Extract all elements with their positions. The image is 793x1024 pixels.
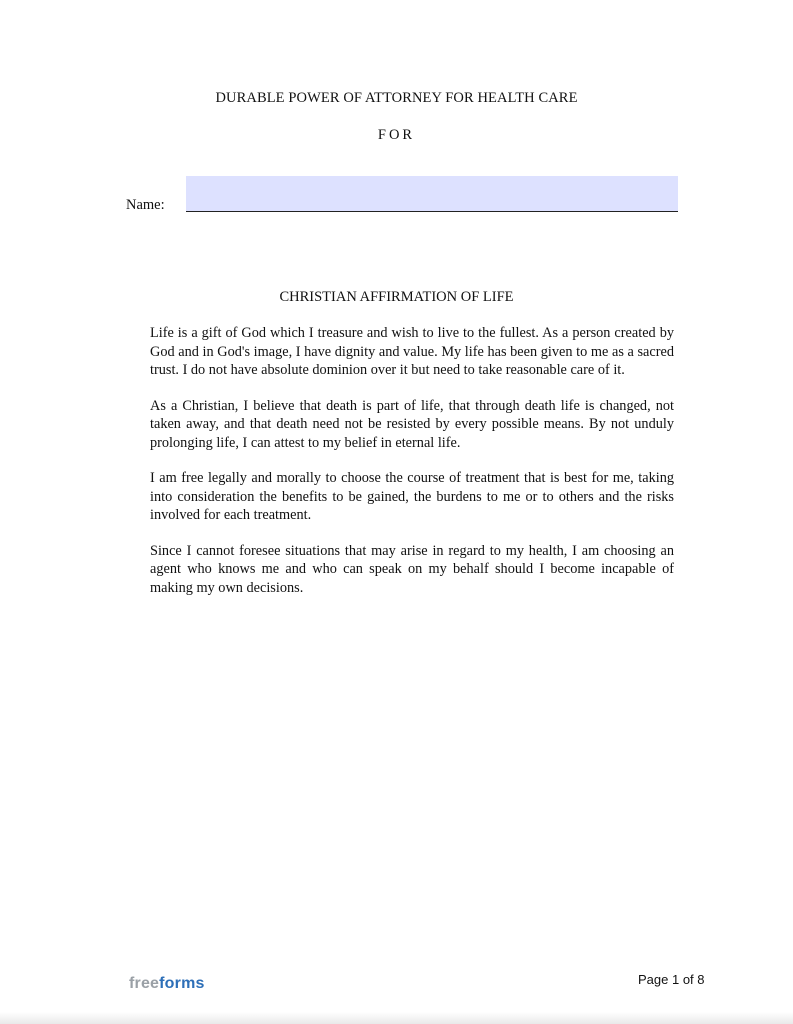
page-number: Page 1 of 8 bbox=[638, 972, 705, 987]
for-label: FOR bbox=[377, 127, 416, 143]
logo-free-text: free bbox=[129, 975, 160, 992]
freeforms-logo bbox=[129, 975, 205, 993]
logo-forms-text: forms bbox=[159, 975, 205, 992]
paragraph: Life is a gift of God which I treasure and wish to live to the fullest. As a person created by God and in God's image, I have dignity and value. My life has been given to me as a sacred trust. I do not have absolute dominion over it but need to take reasonable care of it. bbox=[150, 325, 674, 378]
name-label: Name: bbox=[126, 197, 165, 213]
section-heading: CHRISTIAN AFFIRMATION OF LIFE bbox=[279, 289, 514, 305]
name-input[interactable] bbox=[186, 176, 678, 212]
paragraph: Since I cannot foresee situations that may arise in regard to my health, I am choosing an agent who knows me and who can speak on my behalf should I become incapable of making my own decisions. bbox=[150, 542, 674, 596]
page-bottom-edge bbox=[0, 1012, 793, 1024]
paragraph: As a Christian, I believe that death is part of life, that through death life is changed, not taken away, and that death need not be resisted by every possible means. By not unduly prolonging life, I can attest to my belief in eternal life. bbox=[150, 397, 674, 451]
document-title: DURABLE POWER OF ATTORNEY FOR HEALTH CARE bbox=[215, 90, 578, 106]
affirmation-body bbox=[150, 324, 674, 614]
paragraph: I am free legally and morally to choose the course of treatment that is best for me, taking into consideration the benefits to be gained, the burdens to me or to others and the risks involved for each treatment. bbox=[150, 470, 674, 523]
